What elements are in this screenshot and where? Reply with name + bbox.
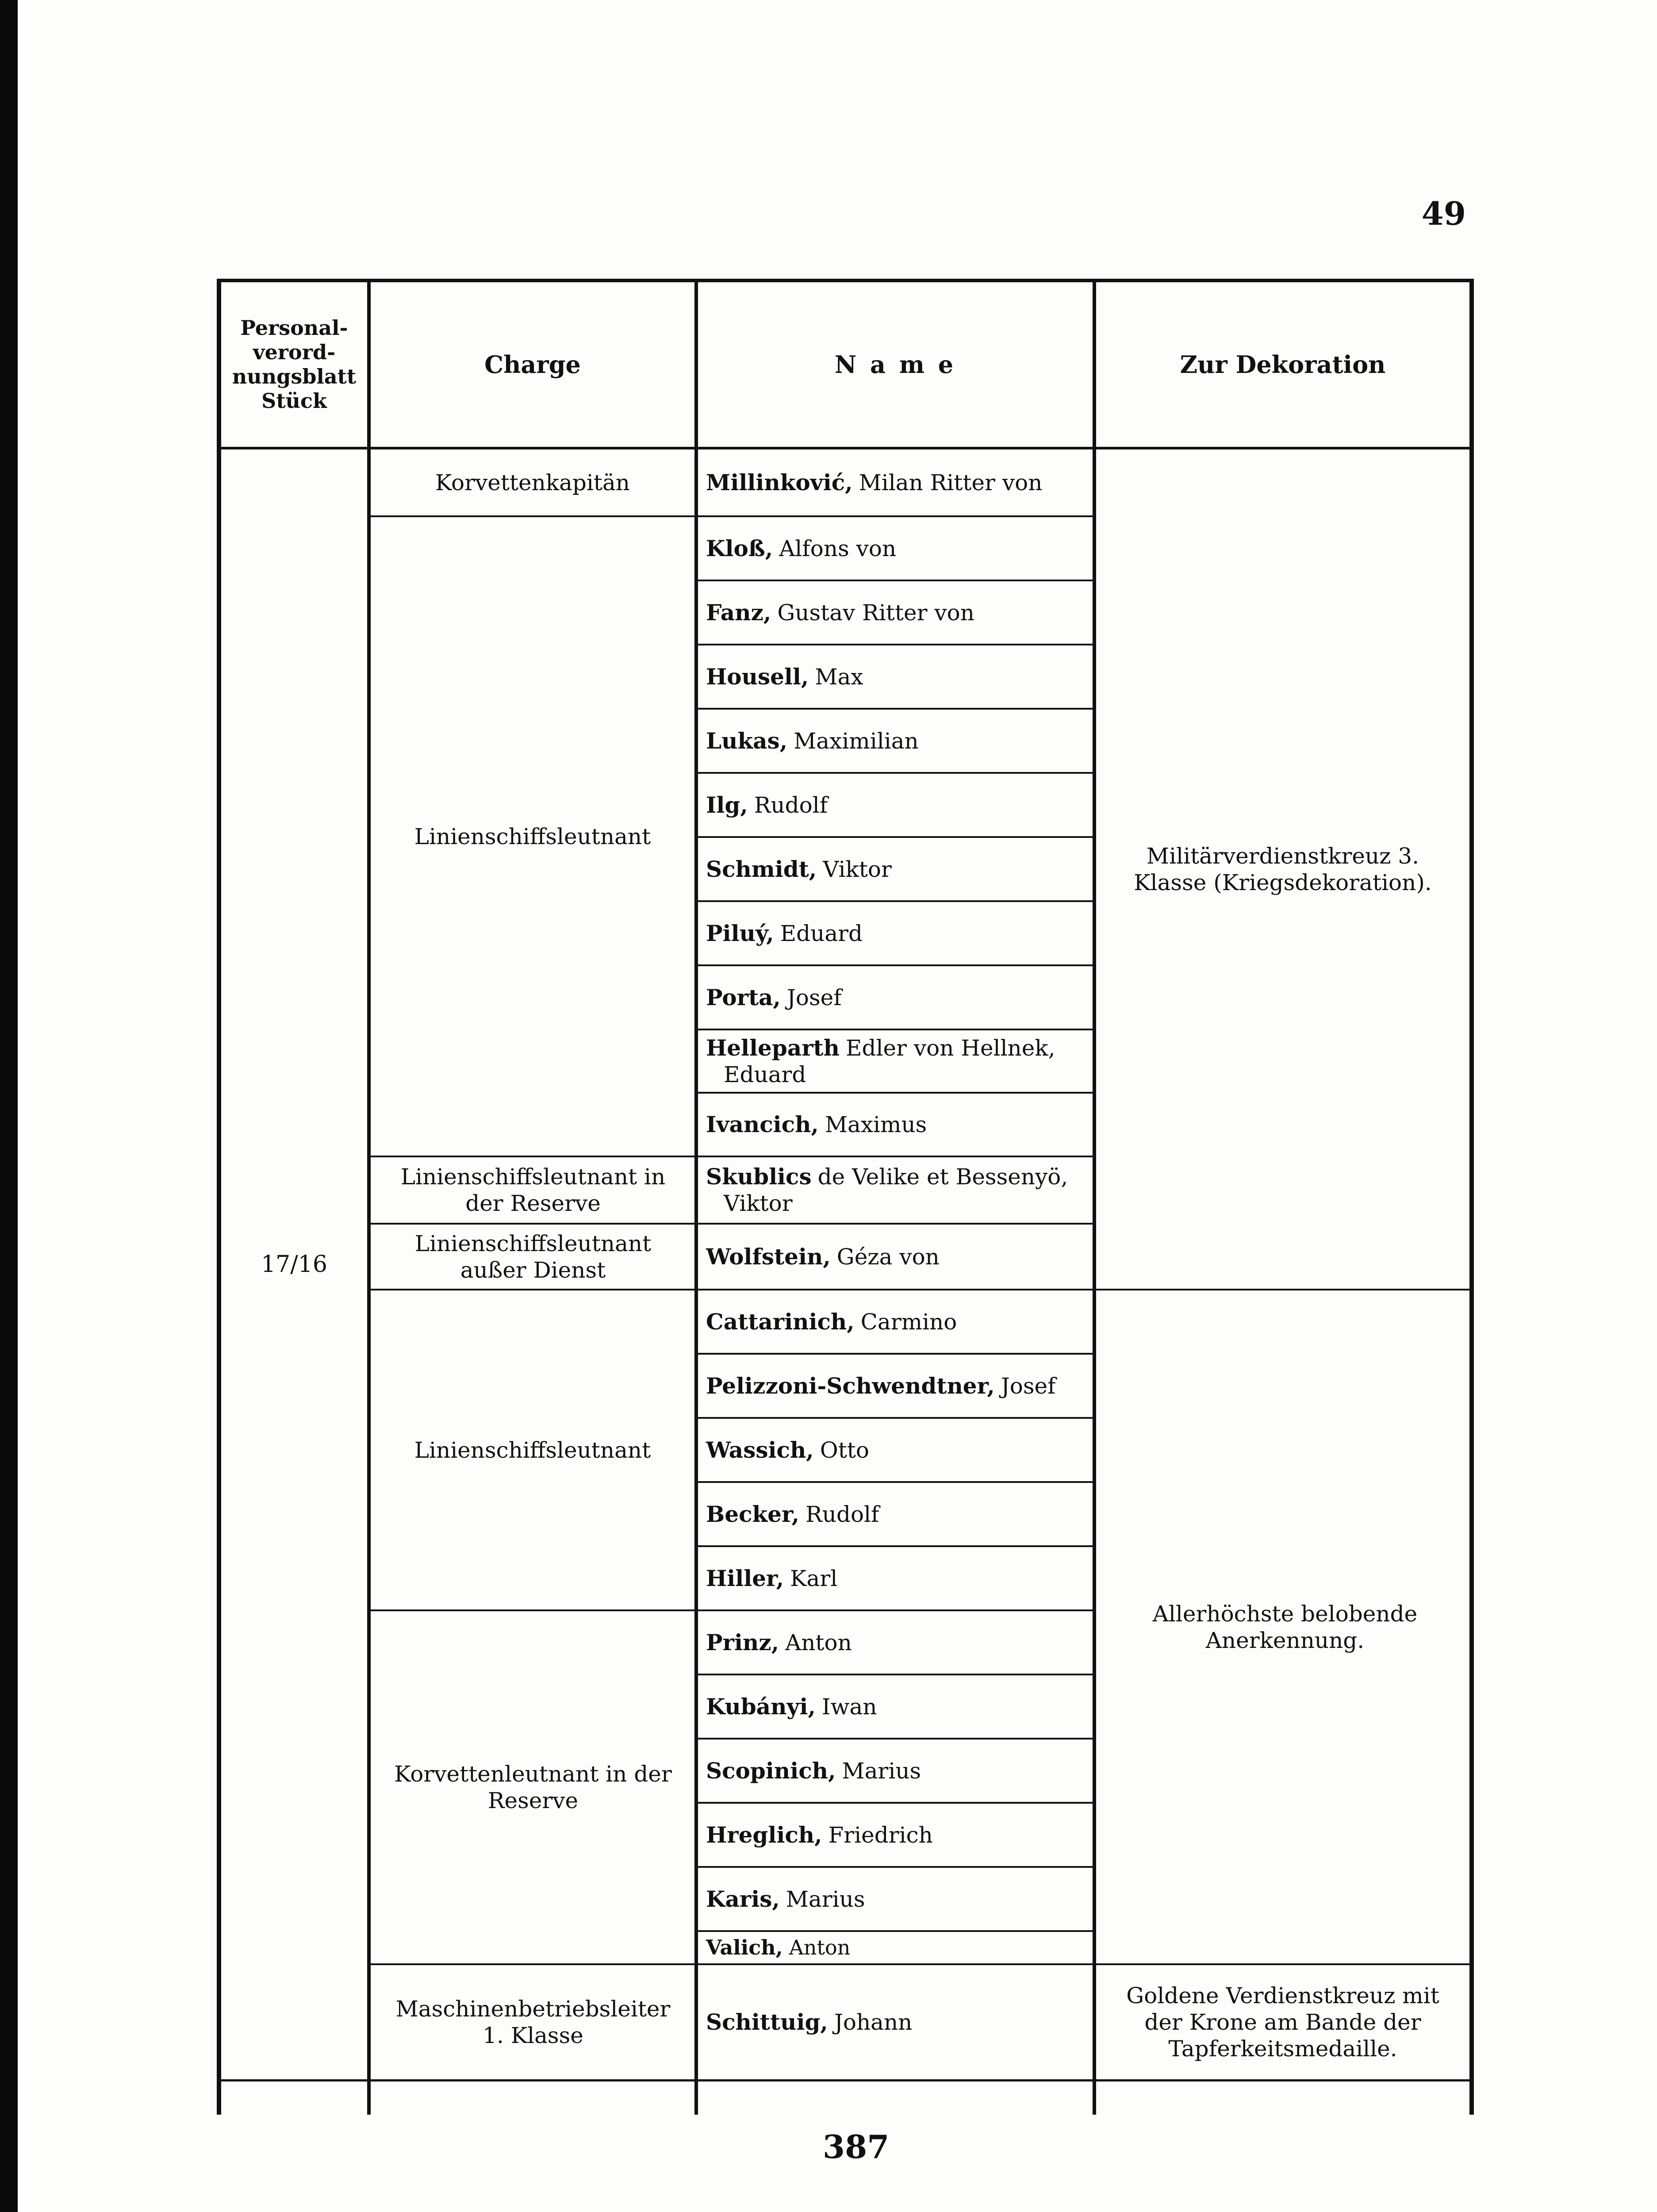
header-charge: Charge	[484, 350, 581, 379]
name-row: Schittuig, Johann	[706, 2009, 913, 2035]
name-row: Schmidt, Viktor	[706, 856, 892, 882]
name-row: Kubányi, Iwan	[706, 1693, 877, 1720]
name-row: Housell, Max	[706, 663, 863, 690]
name-row: Pelizzoni-Schwendtner, Josef	[706, 1372, 1056, 1399]
decoration-militaerverdienstkreuz: Militärverdienstkreuz 3. Klasse (Kriegsdekoration).	[1134, 843, 1432, 895]
charge-lsl-reserve: Linienschiffsleutnant in der Reserve	[400, 1164, 666, 1216]
name-row: Fanz, Gustav Ritter von	[706, 599, 974, 626]
charge-maschinenbetriebsleiter: Maschinenbetriebsleiter 1. Klasse	[395, 1996, 671, 2048]
name-row: Wolfstein, Géza von	[706, 1243, 940, 1270]
name-row: Ivancich, Maximus	[706, 1111, 927, 1137]
stueck-value: 17/16	[261, 1251, 327, 1278]
document-page	[18, 0, 1657, 2212]
decoration-belobende-anerkennung: Allerhöchste belobende Anerkennung.	[1152, 1601, 1418, 1653]
name-row: Skublics de Velike et Bessenyö, Viktor	[706, 1164, 1068, 1216]
name-row: Wassich, Otto	[706, 1436, 869, 1463]
charge-linienschiffsleutnant-2: Linienschiffsleutnant	[414, 1437, 651, 1463]
name-row: Porta, Josef	[706, 984, 842, 1010]
decoration-table	[217, 279, 1473, 2115]
name-row: Helleparth Edler von Hellnek, Eduard	[706, 1034, 1055, 1087]
name-row: Becker, Rudolf	[706, 1501, 879, 1527]
header-name: N a m e	[834, 350, 956, 379]
charge-korvettenleutnant-reserve: Korvettenleutnant in der Reserve	[394, 1761, 672, 1813]
name-row: Valich, Anton	[706, 1935, 851, 1959]
name-row: Lukas, Maximilian	[706, 727, 919, 754]
header-decoration: Zur Dekoration	[1180, 350, 1386, 379]
name-row: Ilg, Rudolf	[706, 791, 828, 818]
name-row: Kloß, Alfons von	[706, 535, 897, 561]
charge-korvettenkapitaen: Korvettenkapitän	[435, 469, 630, 495]
charge-lsl-ausser-dienst: Linienschiffsleutnant außer Dienst	[414, 1230, 652, 1283]
decoration-verdienstkreuz: Goldene Verdienstkreuz mit der Krone am Bande der Tapferkeitsmedaille.	[1126, 1983, 1439, 2062]
name-row: Hreglich, Friedrich	[706, 1821, 933, 1848]
header-stueck: Personal- verord- nungsblatt Stück	[232, 315, 357, 413]
charge-linienschiffsleutnant-1: Linienschiffsleutnant	[414, 823, 651, 849]
page-number-bottom: 387	[823, 2128, 890, 2166]
name-row: Hiller, Karl	[706, 1565, 838, 1591]
name-row: Scopinich, Marius	[706, 1757, 921, 1784]
name-row: Piluý, Eduard	[706, 920, 863, 946]
scan-edge	[0, 0, 18, 2212]
name-row: Karis, Marius	[706, 1886, 865, 1912]
name-row: Cattarinich, Carmino	[706, 1308, 957, 1335]
name-row: Prinz, Anton	[706, 1629, 852, 1655]
name-row: Millinković, Milan Ritter von	[706, 469, 1043, 495]
page-number-top: 49	[1421, 195, 1466, 232]
